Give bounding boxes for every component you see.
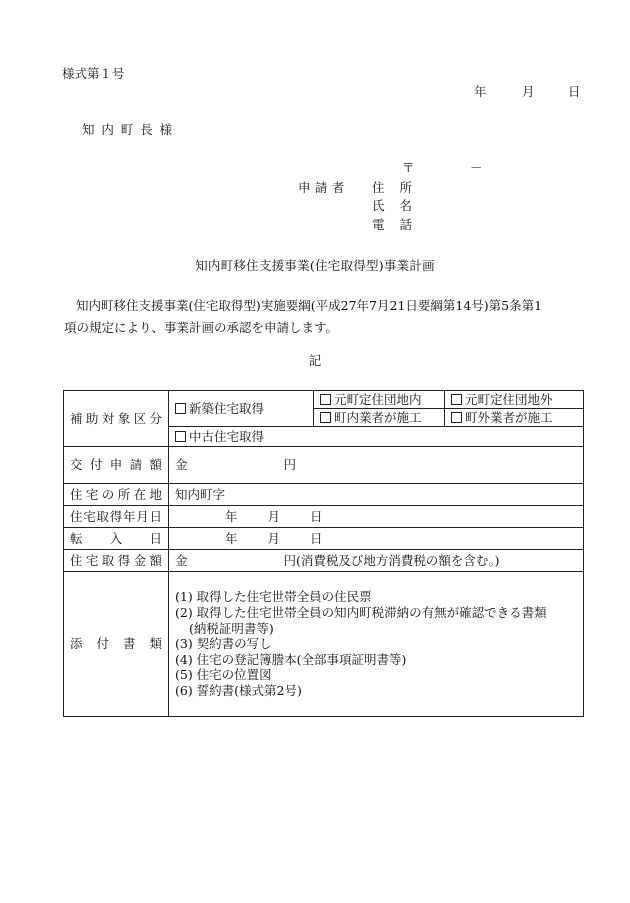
address-label: 住所 <box>372 180 428 195</box>
used-house-text: 中古住宅取得 <box>189 428 265 444</box>
town-outside-option[interactable] <box>445 391 584 409</box>
builder-in-option[interactable] <box>314 409 445 427</box>
date-year: 年 <box>474 84 487 99</box>
name-label: 氏名 <box>372 198 428 213</box>
mov-year: 年 <box>225 530 238 546</box>
statement-line-1: 知内町移住支援事業(住宅取得型)実施要綱(平成27年7月21日要綱第14号)第5条第1 <box>76 298 543 313</box>
grant-kin: 金 <box>175 457 188 473</box>
attachment-item: (4) 住宅の登記簿謄本(全部事項証明書等) <box>175 651 407 667</box>
acq-year: 年 <box>225 508 238 524</box>
addressee: 知内町長様 <box>82 122 179 137</box>
acquisition-amount-label: 住宅取得金額 <box>64 550 169 572</box>
attachment-item: (6) 誓約書(様式第2号) <box>175 683 302 699</box>
moving-date-label: 転入日 <box>64 528 169 550</box>
builder-in-checkbox[interactable] <box>320 412 331 423</box>
grant-amount-label: 交付申請額 <box>64 447 169 484</box>
amount-yen-note: 円(消費税及び地方消費税の額を含む。) <box>283 552 500 568</box>
attachment-item: (2) 取得した住宅世帯全員の知内町税滞納の有無が確認できる書類 <box>175 604 547 620</box>
builder-out-text: 町外業者が施工 <box>465 409 553 425</box>
builder-out-checkbox[interactable] <box>451 412 462 423</box>
applicant-label: 申請者 <box>298 180 349 195</box>
town-outside-checkbox[interactable] <box>451 394 462 405</box>
new-house-checkbox[interactable] <box>175 403 186 414</box>
document-title: 知内町移住支援事業(住宅取得型)事業計画 <box>195 258 435 273</box>
postal-mark: 〒 <box>402 160 415 175</box>
attachments-list <box>169 572 584 717</box>
amount-kin: 金 <box>175 552 188 568</box>
statement-line-2: 項の規定により、事業計画の承認を申請します。 <box>64 320 339 335</box>
grant-amount-field[interactable] <box>169 447 584 484</box>
town-inside-option[interactable] <box>314 391 445 409</box>
date-day: 日 <box>568 84 581 99</box>
attachment-item-note: (納税証明書等) <box>189 620 274 636</box>
request-statement <box>64 295 589 339</box>
grant-yen: 円 <box>283 457 297 473</box>
new-house-text: 新築住宅取得 <box>189 400 265 416</box>
builder-in-text: 町内業者が施工 <box>334 409 422 425</box>
town-inside-text: 元町定住団地内 <box>334 391 422 407</box>
town-outside-text: 元町定住団地外 <box>465 391 553 407</box>
used-house-checkbox[interactable] <box>175 431 186 442</box>
location-field[interactable]: 知内町字 <box>169 484 584 506</box>
subsidy-category-label: 補助対象区分 <box>64 391 169 447</box>
acquisition-amount-field[interactable] <box>169 550 584 572</box>
plan-table <box>63 390 584 717</box>
location-label: 住宅の所在地 <box>64 484 169 506</box>
used-house-option[interactable] <box>169 427 584 447</box>
acq-month: 月 <box>267 508 281 524</box>
builder-out-option[interactable] <box>445 409 584 427</box>
attachment-item: (3) 契約書の写し <box>175 636 272 652</box>
attachment-item: (5) 住宅の位置図 <box>175 667 272 683</box>
town-inside-checkbox[interactable] <box>320 394 331 405</box>
mov-month: 月 <box>267 530 281 546</box>
phone-label: 電話 <box>372 217 428 232</box>
form-number: 様式第１号 <box>62 66 125 81</box>
postal-dash: － <box>470 160 483 175</box>
moving-date-field[interactable] <box>169 528 584 550</box>
acquisition-date-field[interactable] <box>169 506 584 528</box>
attachments-label: 添付書類 <box>64 572 169 717</box>
mov-day: 日 <box>310 530 323 546</box>
acq-day: 日 <box>310 508 323 524</box>
acquisition-date-label: 住宅取得年月日 <box>64 506 169 528</box>
attachment-item: (1) 取得した住宅世帯全員の住民票 <box>175 589 372 605</box>
date-month: 月 <box>522 84 535 99</box>
new-house-option[interactable] <box>169 391 314 427</box>
ki-heading: 記 <box>308 353 322 368</box>
